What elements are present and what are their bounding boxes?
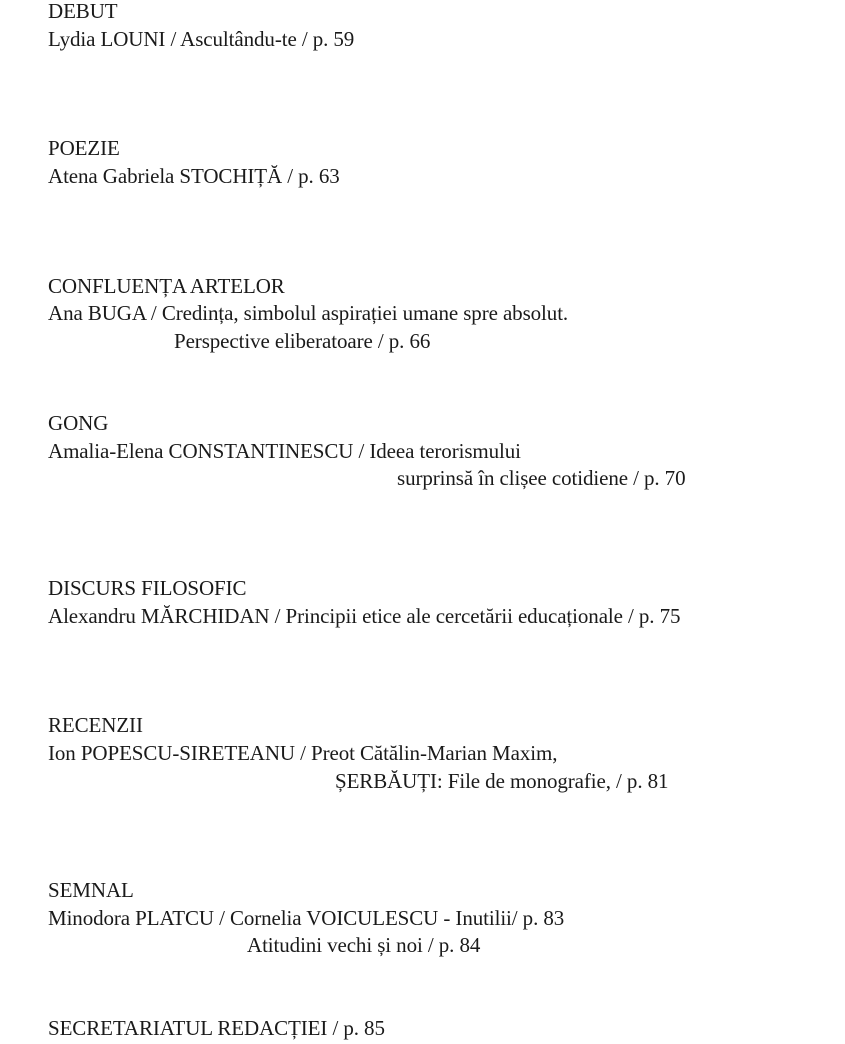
- toc-entry: Lydia LOUNI / Ascultându-te / p. 59: [48, 27, 355, 51]
- toc-entry: Amalia-Elena CONSTANTINESCU / Ideea terorismului: [48, 439, 521, 463]
- section-heading-confluenta-artelor: CONFLUENȚA ARTELOR: [48, 274, 285, 298]
- section-heading-discurs-filosofic: DISCURS FILOSOFIC: [48, 576, 247, 600]
- toc-entry: Ana BUGA / Credința, simbolul aspirației umane spre absolut.: [48, 301, 569, 325]
- section-heading-poezie: POEZIE: [48, 136, 120, 160]
- toc-entry: Alexandru MĂRCHIDAN / Principii etice ale cercetării educaționale / p. 75: [48, 604, 681, 628]
- toc-entry-continuation: surprinsă în clișee cotidiene / p. 70: [397, 466, 686, 490]
- toc-entry-continuation: Atitudini vechi și noi / p. 84: [247, 933, 481, 957]
- toc-entry: Ion POPESCU-SIRETEANU / Preot Cătălin-Marian Maxim,: [48, 741, 558, 765]
- toc-entry-continuation: ȘERBĂUȚI: File de monografie, / p. 81: [335, 769, 669, 793]
- section-heading-gong: GONG: [48, 411, 109, 435]
- toc-entry-continuation: Perspective eliberatoare / p. 66: [174, 329, 431, 353]
- section-heading-debut: DEBUT: [48, 0, 118, 23]
- section-heading-secretariatul-redactiei: SECRETARIATUL REDACȚIEI / p. 85: [48, 1016, 385, 1040]
- section-heading-recenzii: RECENZII: [48, 713, 143, 737]
- toc-entry: Minodora PLATCU / Cornelia VOICULESCU - Inutilii/ p. 83: [48, 906, 565, 930]
- toc-entry: Atena Gabriela STOCHIȚĂ / p. 63: [48, 164, 340, 188]
- section-heading-semnal: SEMNAL: [48, 878, 134, 902]
